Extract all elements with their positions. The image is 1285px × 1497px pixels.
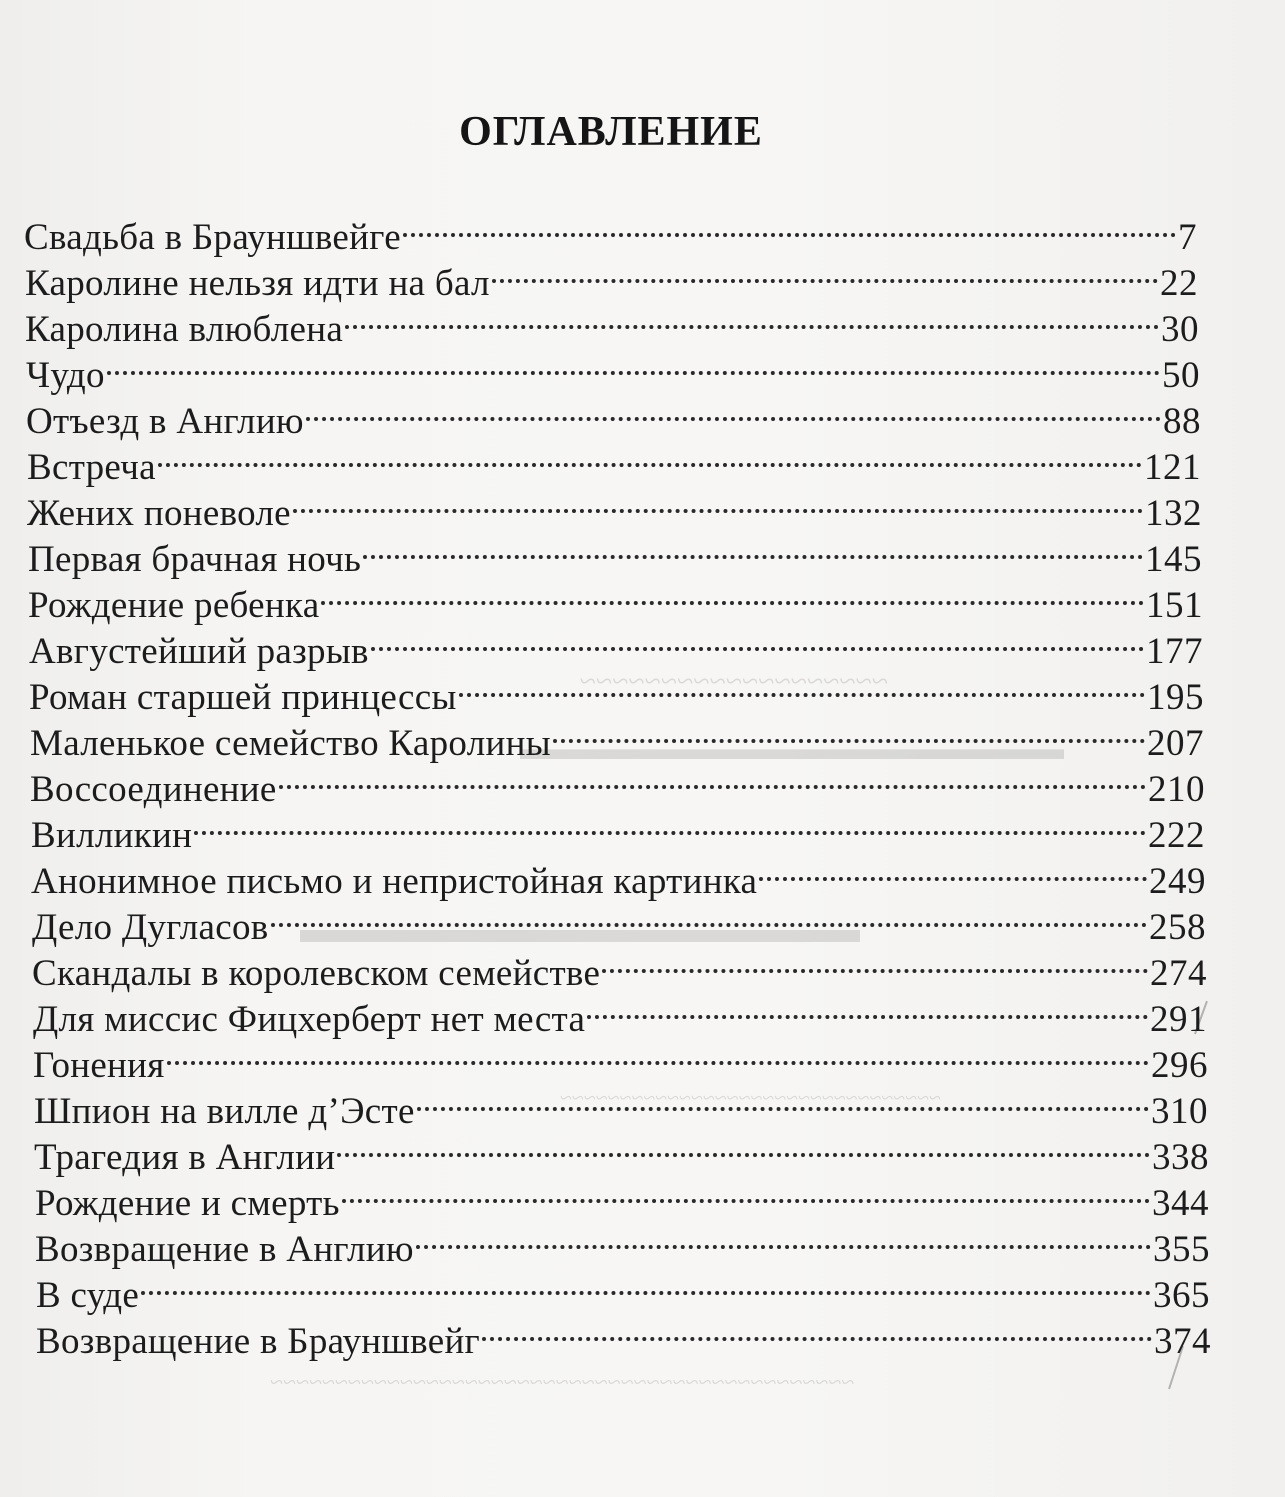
toc-entry bbox=[27, 433, 1201, 488]
toc-entry-page: 22 bbox=[1160, 263, 1198, 304]
toc-entry bbox=[33, 985, 1207, 1040]
toc-entry-page: 177 bbox=[1146, 631, 1203, 672]
toc-entry-title: Первая брачная ночь bbox=[28, 539, 362, 580]
dot-leader bbox=[141, 1261, 1151, 1307]
toc-entry-title: Гонения bbox=[33, 1045, 165, 1086]
toc-entry-title: Роман старшей принцессы bbox=[29, 677, 457, 718]
dot-leader bbox=[553, 709, 1145, 755]
dot-leader bbox=[279, 755, 1146, 801]
toc-entry-page: 132 bbox=[1145, 493, 1202, 534]
toc-entry-title: Жених поневоле bbox=[27, 493, 291, 534]
toc-entry bbox=[24, 203, 1197, 258]
toc-entry bbox=[29, 617, 1203, 672]
toc-entry-page: 30 bbox=[1161, 309, 1199, 350]
dot-leader bbox=[363, 525, 1143, 571]
toc-entry-page: 338 bbox=[1152, 1137, 1209, 1178]
dot-leader bbox=[602, 939, 1148, 985]
dot-leader bbox=[345, 295, 1159, 341]
show-through-text: ~~~~~~~~~~~~~~~~~~~ bbox=[580, 665, 889, 698]
dot-leader bbox=[271, 893, 1147, 939]
dot-leader bbox=[587, 985, 1148, 1031]
toc-entry-page: 249 bbox=[1149, 861, 1206, 902]
toc-entry bbox=[33, 1031, 1208, 1086]
toc-entry bbox=[25, 295, 1199, 350]
toc-entry-page: 310 bbox=[1151, 1091, 1208, 1132]
toc-entry-title: Каролине нельзя идти на бал bbox=[25, 263, 490, 304]
toc-entry-title: Августейший разрыв bbox=[29, 631, 369, 672]
toc-entry bbox=[27, 479, 1202, 534]
toc-entry bbox=[28, 571, 1203, 626]
toc-entry-title: Встреча bbox=[27, 447, 156, 488]
toc-entry-page: 50 bbox=[1162, 355, 1200, 396]
dot-leader bbox=[321, 571, 1144, 617]
toc-entry bbox=[36, 1261, 1210, 1316]
toc-entry-title: Рождение и смерть bbox=[35, 1183, 340, 1224]
dot-leader bbox=[371, 617, 1144, 663]
show-through-text: ▬▬▬▬▬▬▬▬▬▬▬▬▬▬▬▬▬ bbox=[520, 730, 1064, 766]
toc-entry bbox=[31, 801, 1205, 856]
toc-entry-title: Возвращение в Брауншвейг bbox=[36, 1321, 481, 1362]
dot-leader bbox=[293, 479, 1143, 525]
toc-entry-page: 222 bbox=[1148, 815, 1205, 856]
show-through-text: ~~~~~~~~~~~~~~~~~~~~~~~~~~~~~~~~ bbox=[560, 1085, 941, 1110]
toc-entry bbox=[28, 525, 1202, 580]
dot-leader bbox=[107, 341, 1160, 387]
toc-entry-title: Анонимное письмо и непристойная картинка bbox=[31, 861, 758, 902]
toc-entry-page: 291 bbox=[1150, 999, 1207, 1040]
toc-entry bbox=[30, 755, 1205, 810]
toc-entry-title: Скандалы в королевском семействе bbox=[32, 953, 601, 994]
toc-entry bbox=[36, 1307, 1211, 1362]
toc-entry-title: Дело Дугласов bbox=[32, 907, 269, 948]
dot-leader bbox=[403, 203, 1176, 249]
dot-leader bbox=[194, 801, 1146, 847]
toc-entry-title: Шпион на вилле д’Эсте bbox=[34, 1091, 415, 1132]
toc-entry-title: Возвращение в Англию bbox=[35, 1229, 414, 1270]
dot-leader bbox=[158, 433, 1142, 479]
toc-entry-page: 355 bbox=[1153, 1229, 1210, 1270]
dot-leader bbox=[417, 1077, 1149, 1123]
dot-leader bbox=[306, 387, 1161, 433]
dot-leader bbox=[337, 1123, 1150, 1169]
toc-entry-page: 145 bbox=[1145, 539, 1202, 580]
page-title: ОГЛАВЛЕНИЕ bbox=[459, 109, 763, 155]
toc-entry-page: 121 bbox=[1144, 447, 1201, 488]
toc-entry-title: Для миссис Фицхерберт нет места bbox=[33, 999, 586, 1040]
toc-entry bbox=[30, 709, 1204, 764]
toc-entry-title: Свадьба в Брауншвейге bbox=[24, 217, 401, 258]
toc-entry bbox=[26, 341, 1200, 396]
toc-entry-title: Отъезд в Англию bbox=[26, 401, 304, 442]
toc-entry-page: 207 bbox=[1147, 723, 1204, 764]
toc-entry bbox=[32, 893, 1206, 948]
toc-entry bbox=[35, 1169, 1209, 1224]
dot-leader bbox=[482, 1307, 1152, 1353]
toc-entry bbox=[32, 939, 1207, 994]
toc-entry bbox=[34, 1123, 1209, 1178]
toc-entry-title: Каролина влюблена bbox=[25, 309, 344, 350]
toc-entry-page: 195 bbox=[1147, 677, 1204, 718]
show-through-text: ~~~~~~~~~~~~~~~~~~~~~~~~~~~~~~~~~~~~~~~~~~~~~ bbox=[270, 1370, 855, 1396]
toc-entry-page: 344 bbox=[1152, 1183, 1209, 1224]
toc-entry bbox=[26, 387, 1201, 442]
toc-entry-title: Рождение ребенка bbox=[28, 585, 320, 626]
dot-leader bbox=[459, 663, 1145, 709]
toc-entry-page: 374 bbox=[1154, 1321, 1211, 1362]
toc-entry bbox=[35, 1215, 1210, 1270]
show-through-text: ▬▬▬▬▬▬▬▬▬▬▬▬▬▬ bbox=[300, 906, 860, 951]
dot-leader bbox=[167, 1031, 1149, 1077]
dot-leader bbox=[342, 1169, 1150, 1215]
dot-leader bbox=[759, 847, 1147, 893]
toc-entry-title: Вилликин bbox=[31, 815, 193, 856]
toc-entry-page: 210 bbox=[1148, 769, 1205, 810]
toc-entry-page: 274 bbox=[1150, 953, 1207, 994]
toc-entry-page: 365 bbox=[1153, 1275, 1210, 1316]
toc-entry-page: 296 bbox=[1151, 1045, 1208, 1086]
dot-leader bbox=[492, 249, 1158, 295]
toc-entry-page: 258 bbox=[1149, 907, 1206, 948]
toc-entry-title: Маленькое семейство Каролины bbox=[30, 723, 551, 764]
toc-entry bbox=[29, 663, 1204, 718]
toc-entry bbox=[25, 249, 1198, 304]
toc-entry-title: Чудо bbox=[26, 355, 105, 396]
toc-entry bbox=[31, 847, 1206, 902]
toc-entry-page: 88 bbox=[1163, 401, 1201, 442]
toc-entry-page: 7 bbox=[1178, 217, 1197, 258]
toc-entry bbox=[34, 1077, 1208, 1132]
dot-leader bbox=[416, 1215, 1151, 1261]
toc-entry-title: Воссоединение bbox=[30, 769, 277, 810]
toc-entry-page: 151 bbox=[1146, 585, 1203, 626]
toc-entry-title: Трагедия в Англии bbox=[34, 1137, 336, 1178]
toc-entry-title: В суде bbox=[36, 1275, 140, 1316]
